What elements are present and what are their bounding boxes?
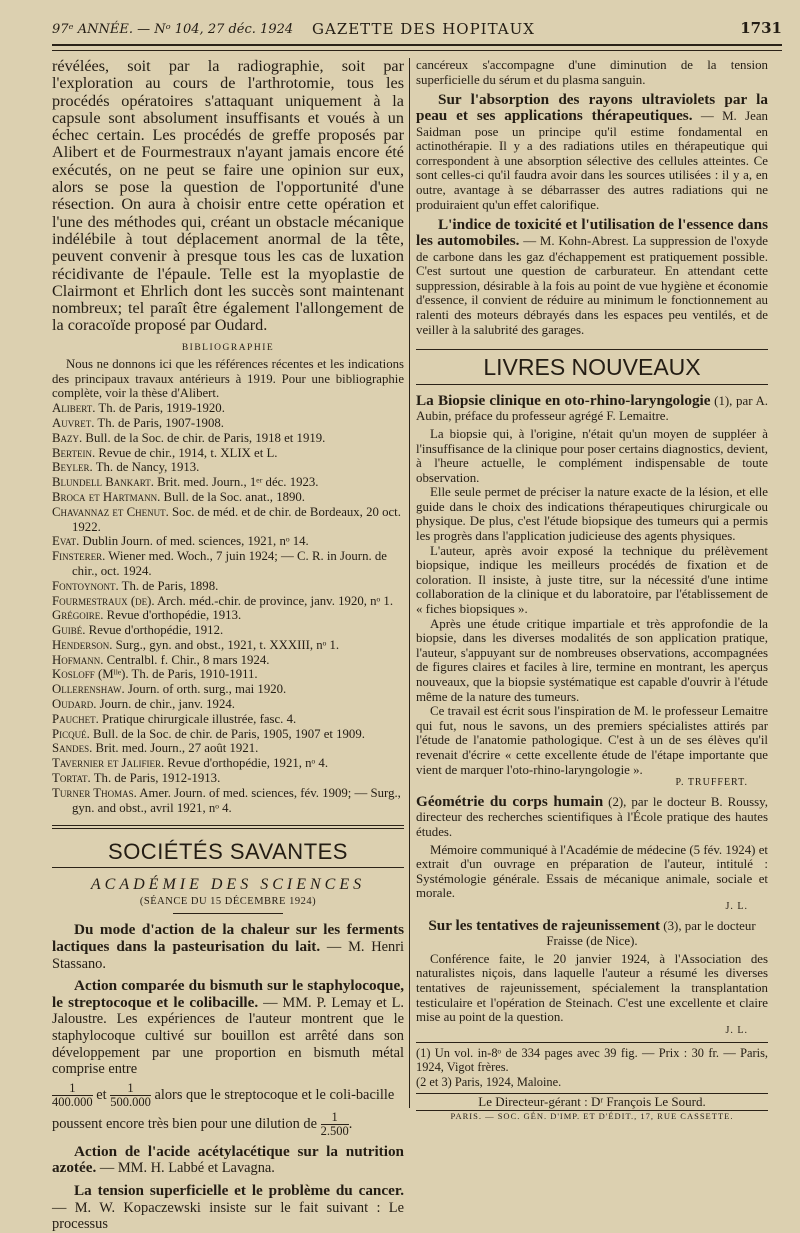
bibliography-author: Hofmann. <box>52 652 104 667</box>
livres-rule-top <box>416 349 768 350</box>
left-column <box>52 58 404 1233</box>
bibliography-entry <box>52 534 404 549</box>
book-2-title: Géométrie du corps humain <box>416 793 604 811</box>
bibliography-author: Sandes. <box>52 741 93 756</box>
communication-4 <box>52 1183 404 1233</box>
fraction-3 <box>321 1111 349 1138</box>
book-1-p3: L'auteur, après avoir exposé la technique du prélèvement biopsique, indique les meilleurs procédés de fixation et de coloration. Il insiste, à juste titre, sur la nécessité d'une intime collaboration de la clinique et du laboratoire, par l'établissement de « fiches biopsiques ». <box>416 543 768 617</box>
book-1-note: (1), <box>710 394 737 409</box>
fraction-2-num: 1 <box>110 1082 151 1096</box>
bibliography-entry <box>52 727 404 742</box>
academie-title: ACADÉMIE DES SCIENCES <box>90 876 366 894</box>
bibliography-reference: Revue d'orthopédie, 1913. <box>103 608 242 623</box>
bibliography-reference: Revue d'orthopédie, 1912. <box>85 623 224 638</box>
fraction-3-num: 1 <box>321 1111 349 1125</box>
bibliography-entry <box>52 549 404 579</box>
bibliography-entry <box>52 608 404 623</box>
bibliography-entry <box>52 682 404 697</box>
communication-3-author: — MM. H. Labbé et Lavagna. <box>96 1160 275 1177</box>
fraction-2 <box>110 1082 151 1109</box>
bibliography-author: Bertein. <box>52 445 96 460</box>
book-2-body: Mémoire communiqué à l'Académie de médecine (5 fév. 1924) et extrait d'un ouvrage en préparation de l'auteur, intitulé : Systémologie générale. Essais de mécanique animale, sociale et morale. <box>416 842 768 901</box>
bibliography-author: Pauchet. <box>52 711 99 726</box>
book-3-heading <box>416 918 768 949</box>
livres-rule-bottom <box>416 384 768 385</box>
seance-date: (SÉANCE DU 15 DÉCEMBRE 1924) <box>139 896 317 908</box>
section-rule-bottom <box>52 867 404 868</box>
header-rule <box>52 44 782 46</box>
bibliography-entry <box>52 697 404 712</box>
bibliography-reference: Surg., gyn. and obst., 1921, t. XXXIII, nᵒ 1. <box>112 637 340 652</box>
bibliography-entry <box>52 712 404 727</box>
bibliography-reference: Revue de chir., 1914, t. XLIX et L. <box>95 445 278 460</box>
right-column <box>416 58 768 1121</box>
communication-2-author: — MM. P. Lemay et L. Jaloustre. <box>52 994 404 1028</box>
footnote-1: (1) Un vol. in-8ᵒ de 334 pages avec 39 fig. — Prix : 30 fr. — Paris, 1924, Vigot frères. <box>416 1045 768 1075</box>
bibliography-reference: Bull. de la Soc. de chir. de Paris, 1905, 1907 et 1909. <box>89 726 365 741</box>
short-rule <box>173 913 283 914</box>
bibliography-reference: Brit. med. Journ., 27 août 1921. <box>92 741 259 756</box>
bibliography-author: Auvret. <box>52 415 95 430</box>
communication-2-title: Action comparée du bismuth sur le staphylocoque, le streptocoque et le colibacille. <box>52 977 404 1011</box>
bibliography-reference: Pratique chirurgicale illustrée, fasc. 4. <box>98 711 297 726</box>
bibliography-author: Evat. <box>52 534 80 549</box>
book-1-by: par A. Aubin, préface du professeur agrégé F. Lemaitre. <box>416 394 768 424</box>
societes-section <box>52 837 404 867</box>
communication-1 <box>52 922 404 972</box>
book-3-signature: J. L. <box>725 1024 748 1036</box>
bibliography-entry <box>52 490 404 505</box>
fraction-3-den: 2.500 <box>320 1123 349 1138</box>
bibliography-reference: Th. de Nancy, 1913. <box>92 460 200 475</box>
bibliography-reference: Th. de Paris, 1919-1920. <box>95 401 225 416</box>
bibliography-author: Fourmestraux (de). <box>52 593 155 608</box>
bibliography-reference: Brit. med. Journ., 1ᵉʳ déc. 1923. <box>153 475 319 490</box>
communication-4-continuation: cancéreux s'accompagne d'une diminution de la tension superficielle du sérum et du plasma sanguin. <box>416 58 768 87</box>
bibliography-reference: Revue d'orthopédie, 1921, nᵒ 4. <box>164 756 329 771</box>
bibliography-entry <box>52 401 404 416</box>
footnote-2: (2 et 3) Paris, 1924, Maloine. <box>416 1074 562 1089</box>
communication-2-body: Les expériences de l'auteur montrent que le staphylocoque cultivé sur bouillon est arrêté dans son développement par une proportion en bismuth métal comprise entre <box>52 1011 404 1078</box>
bibliography-list <box>52 401 404 815</box>
book-3-title: Sur les tentatives de rajeunissement <box>428 916 661 934</box>
bibliography-author: Tortat. <box>52 771 91 786</box>
printer-line: PARIS. — SOC. GÉN. D'IMP. ET D'ÉDIT., 17, RUE CASSETTE. <box>450 1110 734 1121</box>
communication-5-body: — M. Jean Saidman pose un principe qu'il estime fondamental en actinothérapie. Il y a des radiations utiles en thérapeutique qui correspondent à une absorption sélective des cellules atteintes. Ce sont celles-ci qu'il faudra avoir dans les sources utilisées : il y a, en outre, avantage à se débarrasser des autres radiations qui ne produiraient qu'un effet calorifique. <box>416 109 768 212</box>
fraction-and: et <box>96 1086 107 1103</box>
communication-6-title: L'indice de toxicité et l'utilisation de l'essence dans les automobiles. <box>416 216 768 250</box>
book-1-title: La Biopsie clinique en oto-rhino-laryngologie <box>416 392 711 410</box>
book-2-signature: J. L. <box>725 900 748 912</box>
fraction-text: alors que le streptocoque et le coli-bacille <box>154 1086 395 1103</box>
book-3-body: Conférence faite, le 20 janvier 1924, à l'Association des naturalistes niçois, dans laquelle l'auteur a résumé les diverses tentatives de rajeunissement, spécialement la transplantation testiculaire et l'opération de Steinach. C'est une excellente et claire mise au point de la question. <box>416 951 768 1025</box>
bibliography-entry <box>52 771 404 786</box>
bibliography-reference: Soc. de méd. et de chir. de Bordeaux, 20 oct. 1922. <box>72 504 401 534</box>
communication-3 <box>52 1144 404 1177</box>
bibliography-reference: Dublin Journ. of med. sciences, 1921, nᵒ 14. <box>79 534 309 549</box>
column-separator <box>409 58 410 1108</box>
bibliography-entry <box>52 638 404 653</box>
bibliography-author: Bazy. <box>52 430 83 445</box>
societes-title: SOCIÉTÉS SAVANTES <box>108 839 348 865</box>
livres-title: LIVRES NOUVEAUX <box>483 354 701 381</box>
bibliography-author: Picqué. <box>52 726 90 741</box>
bibliography-entry <box>52 579 404 594</box>
fraction-line <box>52 1082 404 1109</box>
bibliography-heading: BIBLIOGRAPHIE <box>181 342 275 353</box>
bibliography-reference: Th. de Paris, 1907-1908. <box>94 415 224 430</box>
bibliography-entry <box>52 475 404 490</box>
bibliography-reference: Amer. Journ. of med. sciences, fév. 1909; — Surg., gyn. and obst., avril 1921, nᵒ 4. <box>72 785 401 815</box>
dilution-line: poussent encore très bien pour une dilution de $\frac{1}{2.500}$ . <box>52 1109 353 1138</box>
book-1-p1: La biopsie qui, à l'origine, n'était qu'un moyen de suppléer à l'insuffisance de la clinique pour poser certains diagnostics, devient, à l'heure actuelle, le complément indispensable de toute observation. <box>416 426 768 485</box>
header-rule-thin <box>52 50 782 51</box>
bibliography-author: Oudard. <box>52 697 97 712</box>
book-1-p4: Après une étude critique impartiale et très approfondie de la biopsie, dans les diverses modalités de son application pratique, l'auteur, s'appuyant sur de nombreuses observations, accompagnées de figures claires et faciles à lire, termine en montrant, les aperçus nouveaux, que la biopsie systématique est capable d'ouvrir à l'étude même de la nature des tumeurs. <box>416 616 768 704</box>
bibliography-author: Guibé. <box>52 623 86 638</box>
bibliography-author: Ollerenshaw. <box>52 682 125 697</box>
bibliography-entry <box>52 594 404 609</box>
bibliography-author: Grégoire. <box>52 608 104 623</box>
bibliography-reference: Bull. de la Soc. de chir. de Paris, 1918 et 1919. <box>82 430 326 445</box>
bibliography-entry <box>52 741 404 756</box>
fraction-1 <box>52 1082 93 1109</box>
book-2-by: par le docteur B. Roussy, directeur des recherches scientifiques à l'École pratique des hautes études. <box>416 795 769 839</box>
bibliography-entry <box>52 786 404 816</box>
communication-5-title: Sur l'absorption des rayons ultraviolets par la peau et ses applications thérapeutiques. <box>416 91 768 125</box>
bibliography-entry <box>52 431 404 446</box>
bibliography-author: Chavannaz et Chenut. <box>52 504 169 519</box>
director-line: Le Directeur-gérant : Dʳ François Le Sourd. <box>478 1093 706 1109</box>
communication-5 <box>416 92 768 212</box>
bibliography-author: Kosloff (Mˡˡᵉ). <box>52 667 129 682</box>
book-1-heading <box>416 393 768 424</box>
bibliography-reference: Arch. méd.-chir. de province, janv. 1920, nᵒ 1. <box>154 593 394 608</box>
bibliography-reference: Th. de Paris, 1910-1911. <box>128 667 258 682</box>
book-1-p2: Elle seule permet de préciser la nature exacte de la lésion, et elle guide dans le choix des indications thérapeutiques chirurgicale ou physique. De plus, c'est l'étude biopsique des tumeurs qui a permis les progrès dans l'application judicieuse des agents physiques. <box>416 485 768 544</box>
article-continuation: révélées, soit par la radiographie, soit par l'exploration au cours de l'arthrotomie, tous les procédés opératoires s'attaquant uniquement à la capsule sont absolument insuffisants et voués à un échec certain. Les procédés de greffe proposés par Alibert et de Fourmestraux n'ayant jamais encore été exécutés, on ne peut se faire une opinion sur eux, alors se pose la question de l'opportunité d'une résection. On aura à choisir entre cette opération et l'une des méthodes qui, créant un obstacle mécanique indélébile à tout déplacement anormal de la tête, peuvent convenir à presque tous les cas de luxation récidivante de l'épaule. Telle est la myoplastie de Clairmont et Ehrlich dont les succès sont maintenant nombreux; tel paraît être également l'allongement de la coracoïde proposé par Oudard. <box>52 57 404 335</box>
bibliography-reference: Journ. of orth. surg., mai 1920. <box>124 682 287 697</box>
bibliography-author: Fontoynont. <box>52 578 119 593</box>
bibliography-entry <box>52 623 404 638</box>
bibliography-entry <box>52 416 404 431</box>
book-2-note: (2), <box>603 795 632 810</box>
bibliography-reference: Journ. de chir., janv. 1924. <box>96 697 235 712</box>
communication-4-title: La tension superficielle et le problème du cancer. <box>74 1181 404 1199</box>
communication-2 <box>52 978 404 1078</box>
bibliography-reference: Wiener med. Woch., 7 juin 1924; — C. R. in Journ. de chir., oct. 1924. <box>72 549 387 578</box>
bibliography-intro: Nous ne donnons ici que les références récentes et les indications des principaux travaux antérieurs à 1919. Pour une bibliographie complète, voir la thèse d'Alibert. <box>52 356 404 401</box>
fraction-1-den: 400.000 <box>52 1094 93 1109</box>
bibliography-reference: Bull. de la Soc. anat., 1890. <box>160 489 305 504</box>
dilution-text: poussent encore très bien pour une dilution de <box>52 1115 317 1132</box>
bibliography-entry <box>52 460 404 475</box>
footnote-rule <box>416 1042 768 1043</box>
bibliography-author: Henderson. <box>52 637 113 652</box>
communication-1-title: Du mode d'action de la chaleur sur les ferments lactiques dans la pasteurisation du lait. <box>52 921 404 956</box>
bibliography-author: Tavernier et Jalifier. <box>52 756 165 771</box>
bibliography-reference: Centralbl. f. Chir., 8 mars 1924. <box>103 652 270 667</box>
bibliography-entry <box>52 756 404 771</box>
bibliography-entry <box>52 653 404 668</box>
bibliography-entry <box>52 505 404 535</box>
book-2-heading <box>416 794 768 839</box>
page-number: 1731 <box>740 19 782 37</box>
bibliography-entry <box>52 446 404 461</box>
fraction-2-den: 500.000 <box>110 1094 151 1109</box>
fraction-1-num: 1 <box>52 1082 93 1096</box>
communication-6 <box>416 217 768 337</box>
section-rule <box>52 825 404 826</box>
book-3-note: (3), <box>660 918 685 933</box>
book-1-p5: Ce travail est écrit sous l'inspiration de M. le professeur Lemaitre qui fut, nous le savons, un des premiers spécialistes attirés par l'étude de l'anatomie pathologique. C'est à un de ses élèves qu'il revenait d'écrire « cette excellente étude de l'étape importante que vient de marquer l'oto-rhino-laryngologie ». <box>416 704 768 777</box>
bibliography-author: Turner Thomas. <box>52 785 137 800</box>
communication-6-body: — M. Kohn-Abrest. La suppression de l'oxyde de carbone dans les gaz d'échappement est pratiquement possible. C'est surtout une question de carburateur. En attendant cette suppression, désirable à la fois au point de vue hygiène et économie d'essence, il convient de réduire au minimum le fonctionnement au ralenti des moteurs débrayés dans les espaces peu ventilés, et de veiller à la salubrité des garages. <box>416 234 768 337</box>
communication-3-title: Action de l'acide acétylacétique sur la nutrition azotée. <box>52 1142 404 1177</box>
bibliography-author: Beyler. <box>52 460 93 475</box>
bibliography-reference: Th. de Paris, 1898. <box>118 578 219 593</box>
issue-info: 97ᵉ ANNÉE. — Nᵒ 104, 27 déc. 1924 <box>52 22 294 37</box>
journal-title: GAZETTE DES HOPITAUX <box>312 20 535 38</box>
bibliography-author: Blundell Bankart. <box>52 475 154 490</box>
bibliography-author: Finsterer. <box>52 549 106 564</box>
bibliography-entry <box>52 667 404 682</box>
section-rule-thin <box>52 828 404 829</box>
page-header <box>52 14 782 44</box>
book-3-by: par le docteur Fraisse (de Nice). <box>546 918 756 949</box>
bibliography-reference: Th. de Paris, 1912-1913. <box>90 771 221 786</box>
book-1-signature: P. TRUFFERT. <box>675 777 748 789</box>
bibliography-author: Alibert. <box>52 401 96 416</box>
communication-1-author: — M. Henri Stassano. <box>52 939 404 972</box>
bibliography-author: Broca et Hartmann. <box>52 489 161 504</box>
communication-4-author: — M. W. Kopaczewski insiste sur le fait suivant : Le processus <box>52 1199 404 1233</box>
